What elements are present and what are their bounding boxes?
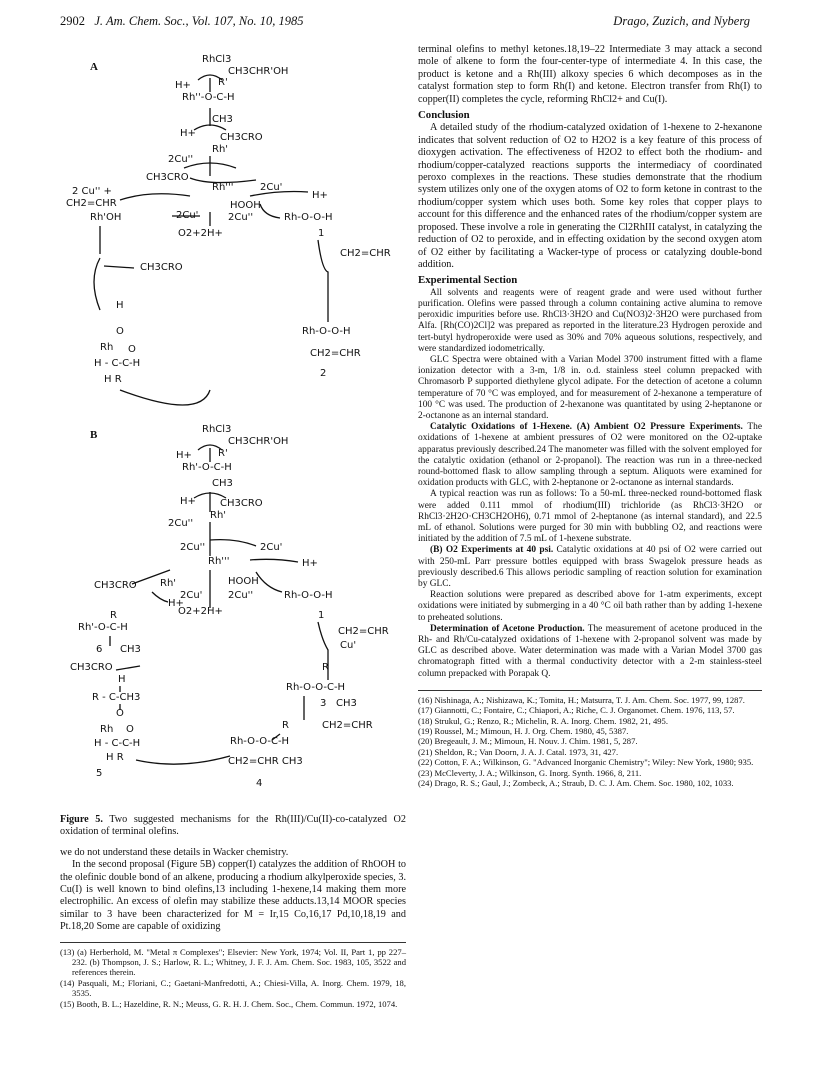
right-column (418, 44, 762, 788)
a-arc-6 (120, 194, 190, 200)
b-rhi: Rh' (210, 510, 227, 521)
b-experiments-para (418, 545, 762, 590)
a-ch3cro2: CH3CRO (146, 172, 189, 183)
experimental-heading: Experimental Section (418, 274, 518, 287)
figure-5-scheme (60, 40, 406, 812)
reference-item: (20) Bregeault, J. M.; Mimoun, H. Nouv. J. Chim. 1981, 5, 287. (418, 736, 638, 747)
b-one: 1 (318, 610, 325, 621)
b-rhcl3: RhCl3 (202, 424, 232, 435)
reference-item: (19) Roussel, M.; Mimoun, H. J. Org. Chem. 1980, 45, 5387. (418, 726, 629, 737)
b-r3: R (282, 720, 289, 731)
a-rhiii: Rh''' (212, 182, 234, 193)
b-o: O (116, 708, 124, 719)
b-hcch: H - C-C-H (94, 738, 141, 749)
exp-para-2: GLC Spectra were obtained with a Varian Model 3700 instrument fitted with a flame ionization detector with a 3-m, 1/8 in. o.d. stainless steel column prepacked with Chromasorb P supported diethylene glycol adipate. For the detection of acetone a column temperature of 70 °C was employed, and for measurement of 2-hexanone a temperature of 100 °C was used. The production of 2-hexanone was quantitated by using 2-heptanone or 2-octanone as an internal standard. (418, 354, 762, 421)
a-o2: O2+2H+ (178, 228, 223, 239)
a-cu2a: 2Cu'' (168, 154, 194, 165)
conclusion-text: A detailed study of the rhodium-catalyzed oxidation of 1-hexene to 2-hexanone indicates that solvent reduction of O2 to H2O2 is a key feature of this process of dioxygen activation. The effectiveness of H2O2 to effect both the rhodium- and rhodium/copper-catalyzed reactions supports the intermediacy of coordinated peroxo complexes in the reactions. These studies demonstrate that the rhodium system utilizes only one of the oxygen atoms of O2 to form ketone in contrast to the rhodium/copper system which uses both. Some key roles that copper plays to account for this difference and the enhanced rates of the rhodium/copper system are proposed. These involve a role in generating the Cl2RhIII catalyst, in catalyzing the reduction of O2 to peroxide, and in effecting oxidation by the second oxygen atom of O2 either by facilitating a Wacker-type of process or catalyzing double-bond addition. (418, 122, 762, 270)
b-o2: O2+2H+ (178, 606, 223, 617)
reference-item: (14) Pasquali, M.; Floriani, C.; Gaetani-Manfredotti, A.; Chiesi-Villa, A. Inorg. Chem. 1979, 18, 3535. (60, 977, 406, 999)
panel-a-label: A (90, 61, 98, 73)
b-cu2b: 2Cu'' (180, 542, 206, 553)
a-hooh: HOOH (230, 200, 261, 211)
b-arc-3 (210, 540, 256, 546)
b-ch3b: CH3 (120, 644, 141, 655)
a-rh: Rh (100, 342, 114, 353)
right-references (418, 690, 762, 789)
a-hplus2: H+ (180, 128, 196, 139)
a-o: O (116, 326, 124, 337)
b-arc-7 (136, 756, 230, 764)
b-ch3cro: CH3CRO (220, 498, 263, 509)
exp-para-1: All solvents and reagents were of reagent grade and were used without further purification. Olefins were passed through a column containing active alumina to remove peroxidic impurities before use. RhCl3·3H2O and Cu(NO3)2·3H2O were purchased from Alfa. [Rh(CO)2Cl]2 was prepared as reported in the literature.23 Hydrogen peroxide and tert-butyl hydroperoxide were used as 30% and 70% aqueous solutions, respectively, and were standardized iodometrically. (418, 287, 762, 354)
b-cu1b: 2Cu' (180, 590, 203, 601)
a-ch2chr: CH2=CHR (66, 198, 117, 209)
b-three: 3 (320, 698, 327, 709)
a-hplus3: H+ (312, 190, 328, 201)
left-column (60, 814, 406, 1009)
b-h: H (118, 674, 126, 685)
figure-caption-label: Figure 5. (60, 814, 103, 825)
figure-caption-text: Two suggested mechanisms for the Rh(III)/Cu(II)-co-catalyzed O2 oxidation of terminal olefins. (60, 814, 406, 838)
a-ch3: CH3 (212, 114, 233, 125)
journal-citation: J. Am. Chem. Soc., Vol. 107, No. 10, 1985 (94, 14, 304, 28)
b-ch3: CH3 (212, 478, 233, 489)
a-ch2chr3: CH2=CHR (310, 348, 361, 359)
a-arc-9 (120, 390, 210, 405)
b-hplus2: H+ (180, 496, 196, 507)
b-rcch3: R - C-CH3 (92, 692, 141, 703)
header-authors: Drago, Zuzich, and Nyberg (613, 14, 750, 28)
b-arc-4 (250, 559, 298, 562)
a-cu1b: 2Cu' (176, 210, 199, 221)
b-hplus4: H+ (168, 598, 184, 609)
b-ch3cro3: CH3CRO (70, 662, 113, 673)
b-experiments-heading: (B) O2 Experiments at 40 psi. (430, 545, 554, 556)
b-experiments-para-2: Reaction solutions were prepared as described above for 1-atm experiments, except oxidations were initiated by submerging in a 40 °C oil bath rather than by adding 1-hexene to preheated solutions. (418, 590, 762, 623)
b-ch2chrch3: CH2=CHR CH3 (228, 756, 303, 767)
b-rhi2: Rh' (160, 578, 177, 589)
a-rhcl3: RhCl3 (202, 54, 232, 65)
a-rprime: R' (218, 77, 228, 88)
b-five: 5 (96, 768, 103, 779)
b-ch2chr: CH2=CHR (338, 626, 389, 637)
a-o2b: O (128, 344, 136, 355)
b-rprime: R' (218, 448, 228, 459)
b-rhiii: Rh''' (208, 556, 230, 567)
left-references (60, 942, 406, 1009)
b-rhooch2: Rh-O-O-C-H (230, 736, 290, 747)
conclusion-heading: Conclusion (418, 109, 470, 122)
panel-b-label: B (90, 429, 98, 441)
running-header (60, 14, 750, 32)
a-ch3cro: CH3CRO (220, 132, 263, 143)
b-ch3chroh: CH3CHR'OH (228, 436, 289, 447)
b-hr: H R (106, 752, 124, 763)
a-rhoh: Rh'OH (90, 212, 122, 223)
b-experiments-text: Catalytic oxidations at 40 psi of O2 were carried out with 250-mL Parr pressure bottles equipped with brass Swagelok pressure heads as previously described.6 This allows periodic sampling of reaction solution for examination by GLC. (418, 545, 763, 589)
b-cu1a: 2Cu' (260, 542, 283, 553)
reference-item: (21) Sheldon, R.; Van Doorn, J. A. J. Catal. 1973, 31, 427. (418, 746, 619, 757)
a-rhooh: Rh-O-O-H (284, 212, 333, 223)
b-hooh: HOOH (228, 576, 259, 587)
reference-item: (15) Booth, B. L.; Hazeldine, R. N.; Meuss, G. R. H. J. Chem. Soc., Chem. Commun. 1972, 1074. (60, 998, 398, 1009)
catalytic-heading: Catalytic Oxidations of 1-Hexene. (A) Ambient O2 Pressure Experiments. (430, 422, 743, 433)
b-rhooh: Rh-O-O-H (284, 590, 333, 601)
b-ch3cro2: CH3CRO (94, 580, 137, 591)
a-ch2chr2: CH2=CHR (340, 248, 391, 259)
b-six: 6 (96, 644, 103, 655)
b-hplus1: H+ (176, 450, 192, 461)
b-r2: R (322, 662, 329, 673)
reference-item: (17) Giannotti, C.; Fontaire, C.; Chiapori, A.; Riche, C. J. Organomet. Chem. 1976, 113, 57. (418, 705, 735, 716)
a-cu1a: 2Cu' (260, 182, 283, 193)
b-arc-5 (256, 572, 282, 592)
left-para-2: In the second proposal (Figure 5B) copper(I) catalyzes the addition of RhOOH to the olefinic double bond of an alkene, producing a rhodium alkylperoxide species, 3. Cu(I) is well known to bind olefins,13 including 1-hexene,14 making them more electrophilic. An excess of olefin may stabilize these adducts.13,14 MOOR species similar to 3 have been characterized for M = Ir,15 Co,16,17 Pd,10,18,19 and Pt.18,20 Some are capable of oxidizing (60, 859, 406, 933)
catalytic-text: The oxidations of 1-hexene at ambient pressures of O2 were monitored on the O2-uptake apparatus previously described.24 The manometer was filled with the solvent employed for the catalytic oxidation (ethanol or 2-propanol). The reaction was run in a three-necked round-bottomed flask to allow sampling through a septum. Aliquots were examined for oxidation products with GLC, with 2-heptanone or 2-octanone as internal standards. (418, 422, 762, 489)
right-intro: terminal olefins to methyl ketones.18,19–22 Intermediate 3 may attack a second mole of alkene to form the four-center-type of intermediate 4. In this case, the product is ketone and a Rh(III) alkoxy species 6 which decomposes as in the catalyst formation step to form Rh(I) and ketone. Electron transfer from Rh(I) to copper(II) completes the cycle, reforming RhCl2+ and Cu(I). (418, 44, 762, 105)
b-four: 4 (256, 778, 263, 789)
reference-item: (18) Strukul, G.; Renzo, R.; Michelin, R. A. Inorg. Chem. 1982, 21, 495. (418, 715, 669, 726)
a-rhooh2: Rh-O-O-H (302, 326, 351, 337)
a-hcch: H - C-C-H (94, 358, 141, 369)
acetone-text: The measurement of acetone produced in the Rh- and Rh/Cu-catalyzed oxidations of 1-hexene with 2-propanol solvent was made by GLC as described above. Water determination was made with a Varian Model 3700 gas chromatograph fitted with a thermal conductivity detector with a 2-m stainless-steel column prepacked with Porapak Q. (418, 623, 762, 679)
b-o2b: O (126, 724, 134, 735)
reference-item: (16) Nishinaga, A.; Nishizawa, K.; Tomita, H.; Matsurra, T. J. Am. Chem. Soc. 1977, 99, 1287. (418, 694, 745, 705)
b-rh: Rh (100, 724, 114, 735)
figure-caption (60, 814, 406, 839)
a-two: 2 (320, 368, 327, 379)
a-rhoch: Rh''-O-C-H (182, 92, 235, 103)
a-ch3chroh: CH3CHR'OH (228, 66, 289, 77)
reference-item: (24) Drago, R. S.; Gaul, J.; Zombeck, A.; Straub, D. C. J. Am. Chem. Soc. 1980, 102, 1033. (418, 778, 734, 789)
reference-item: (23) McCleverty, J. A.; Wilkinson, G. Inorg. Synth. 1966, 8, 211. (418, 767, 642, 778)
b-rhoch: Rh'-O-C-H (182, 462, 232, 473)
catalytic-para (418, 422, 762, 489)
acetone-heading: Determination of Acetone Production. (430, 623, 585, 634)
a-arc-5 (250, 192, 308, 197)
b-cu2c: 2Cu'' (228, 590, 254, 601)
a-hr: H R (104, 374, 122, 385)
a-arc-7 (260, 204, 280, 218)
a-h: H (116, 300, 124, 311)
b-hplus3: H+ (302, 558, 318, 569)
b-cu: Cu' (340, 640, 357, 651)
typical-run-para: A typical reaction was run as follows: To a 50-mL three-necked round-bottomed flask were added 0.111 mmol of rhodium(III) trichloride (as RhCl3·3H2O or RhCl3·2H2O·CH3CH2OH6), 0.71 mmol of 2-heptanone (as internal standard), and 22.5 mL of ethanol. Solutions were purged for 30 min with bubbling O2, and reactions were initiated by the addition of 7.5 mL of 1-hexene substrate. (418, 489, 762, 545)
b-cu2a: 2Cu'' (168, 518, 194, 529)
b-rhooch: Rh-O-O-C-H (286, 682, 346, 693)
b-arc-6 (152, 592, 168, 602)
a-arrow-8 (104, 266, 134, 268)
a-ch3cro3: CH3CRO (140, 262, 183, 273)
a-hplus1: H+ (175, 80, 191, 91)
a-one: 1 (318, 228, 325, 239)
acetone-para (418, 624, 762, 680)
a-cu2c: 2Cu'' (228, 212, 254, 223)
b-ch2chr2: CH2=CHR (322, 720, 373, 731)
page-number: 2902 (60, 14, 85, 28)
b-ch3c: CH3 (336, 698, 357, 709)
reference-item: (13) (a) Herberhold, M. "Metal π Complexes"; Elsevier: New York, 1974; Vol. II, Part 1, pp 227–232. (b) Thompson, J. S.; Harlow, R. L.; Whitney, J. F. J. Am. Chem. Soc. 1983, 105, 3522 and references therein. (60, 946, 406, 978)
reference-item: (22) Cotton, F. A.; Wilkinson, G. "Advanced Inorganic Chemistry"; Wiley: New York, 1980; 935. (418, 757, 754, 768)
header-left (60, 14, 304, 29)
left-para-1: we do not understand these details in Wacker chemistry. (60, 846, 289, 858)
a-rhi: Rh' (212, 144, 229, 155)
b-rhoch2: Rh'-O-C-H (78, 622, 128, 633)
a-cu2b: 2 Cu'' + (72, 186, 112, 197)
a-arrow-7 (318, 240, 328, 322)
b-arrow-8 (116, 666, 140, 670)
a-arc-8 (94, 258, 100, 310)
b-r: R (110, 610, 117, 621)
